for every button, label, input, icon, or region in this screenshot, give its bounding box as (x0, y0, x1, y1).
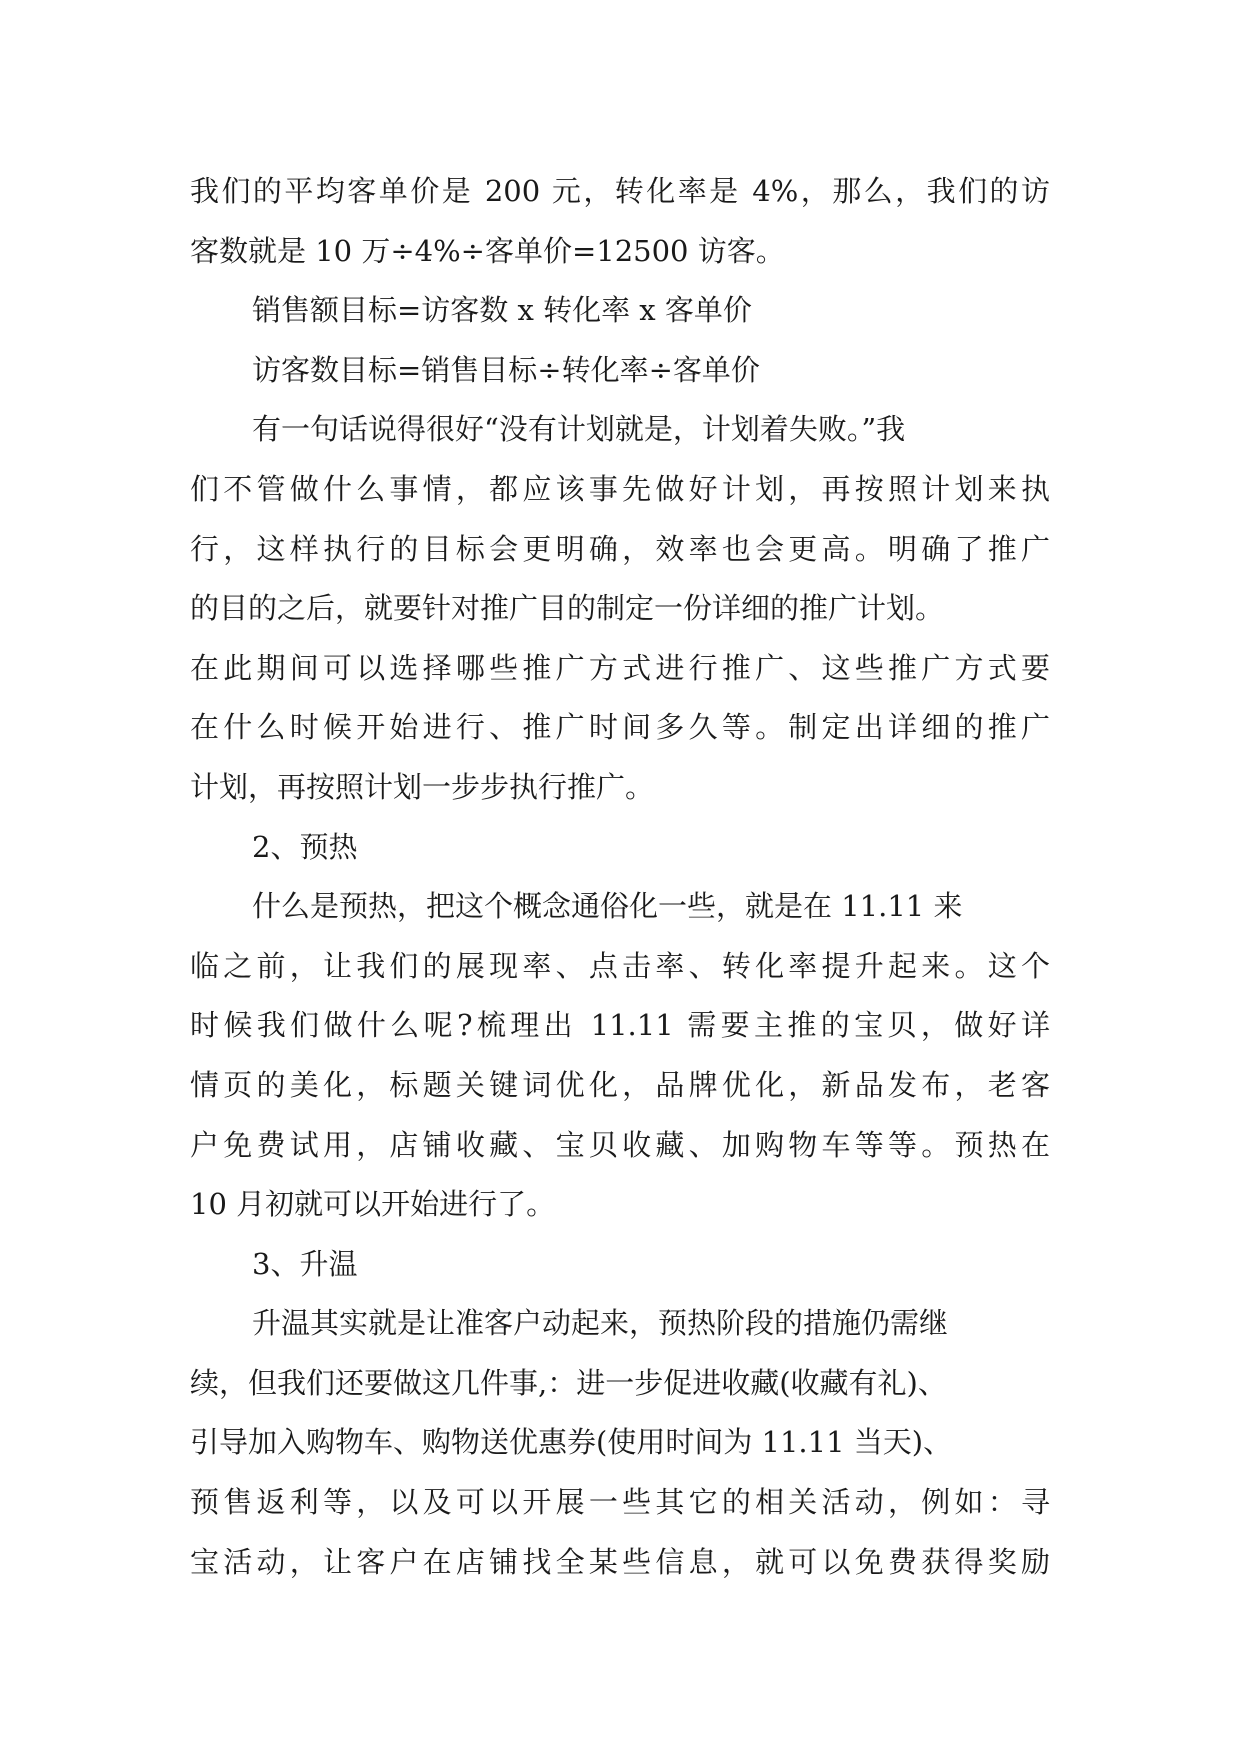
text-line: 客数就是 10 万÷4%÷客单价=12500 访客。 (190, 233, 785, 268)
section-heading: 2、预热 (252, 829, 358, 864)
text-line: 预售返利等，以及可以开展一些其它的相关活动，例如：寻 (190, 1485, 1050, 1520)
text-line: 我们的平均客单价是 200 元，转化率是 4%，那么，我们的访 (190, 174, 1050, 208)
text-line: 时候我们做什么呢?梳理出 11.11 需要主推的宝贝，做好详 (190, 1008, 1050, 1043)
formula-line: 销售额目标=访客数 x 转化率 x 客单价 (252, 293, 752, 328)
text-line: 临之前，让我们的展现率、点击率、转化率提升起来。这个 (190, 948, 1050, 983)
text-line: 续，但我们还要做这几件事,：进一步促进收藏(收藏有礼)、 (190, 1365, 947, 1400)
text-line: 引导加入购物车、购物送优惠券(使用时间为 11.11 当天)、 (190, 1425, 953, 1460)
paragraph-first-line: 升温其实就是让准客户动起来，预热阶段的措施仍需继 (252, 1306, 949, 1341)
formula-line: 访客数目标=销售目标÷转化率÷客单价 (252, 352, 760, 387)
text-line: 在此期间可以选择哪些推广方式进行推广、这些推广方式要 (190, 650, 1050, 685)
paragraph-first-line: 什么是预热，把这个概念通俗化一些，就是在 11.11 来 (252, 889, 963, 924)
text-line: 行，这样执行的目标会更明确，效率也会更高。明确了推广 (190, 531, 1050, 566)
text-line: 情页的美化，标题关键词优化，品牌优化，新品发布，老客 (190, 1067, 1050, 1102)
text-line: 户免费试用，店铺收藏、宝贝收藏、加购物车等等。预热在 (190, 1127, 1050, 1162)
text-line: 宝活动，让客户在店铺找全某些信息，就可以免费获得奖励 (190, 1544, 1050, 1579)
text-line: 计划，再按照计划一步步执行推广。 (190, 769, 655, 804)
text-line: 10 月初就可以开始进行了。 (190, 1187, 556, 1222)
document-body (190, 162, 1050, 1592)
paragraph-first-line: 有一句话说得很好“没有计划就是，计划着失败。”我 (252, 412, 906, 447)
text-line: 们不管做什么事情，都应该事先做好计划，再按照计划来执 (190, 471, 1050, 506)
text-line: 在什么时候开始进行、推广时间多久等。制定出详细的推广 (190, 710, 1050, 745)
section-heading: 3、升温 (252, 1246, 358, 1281)
text-line: 的目的之后，就要针对推广目的制定一份详细的推广计划。 (190, 591, 945, 626)
